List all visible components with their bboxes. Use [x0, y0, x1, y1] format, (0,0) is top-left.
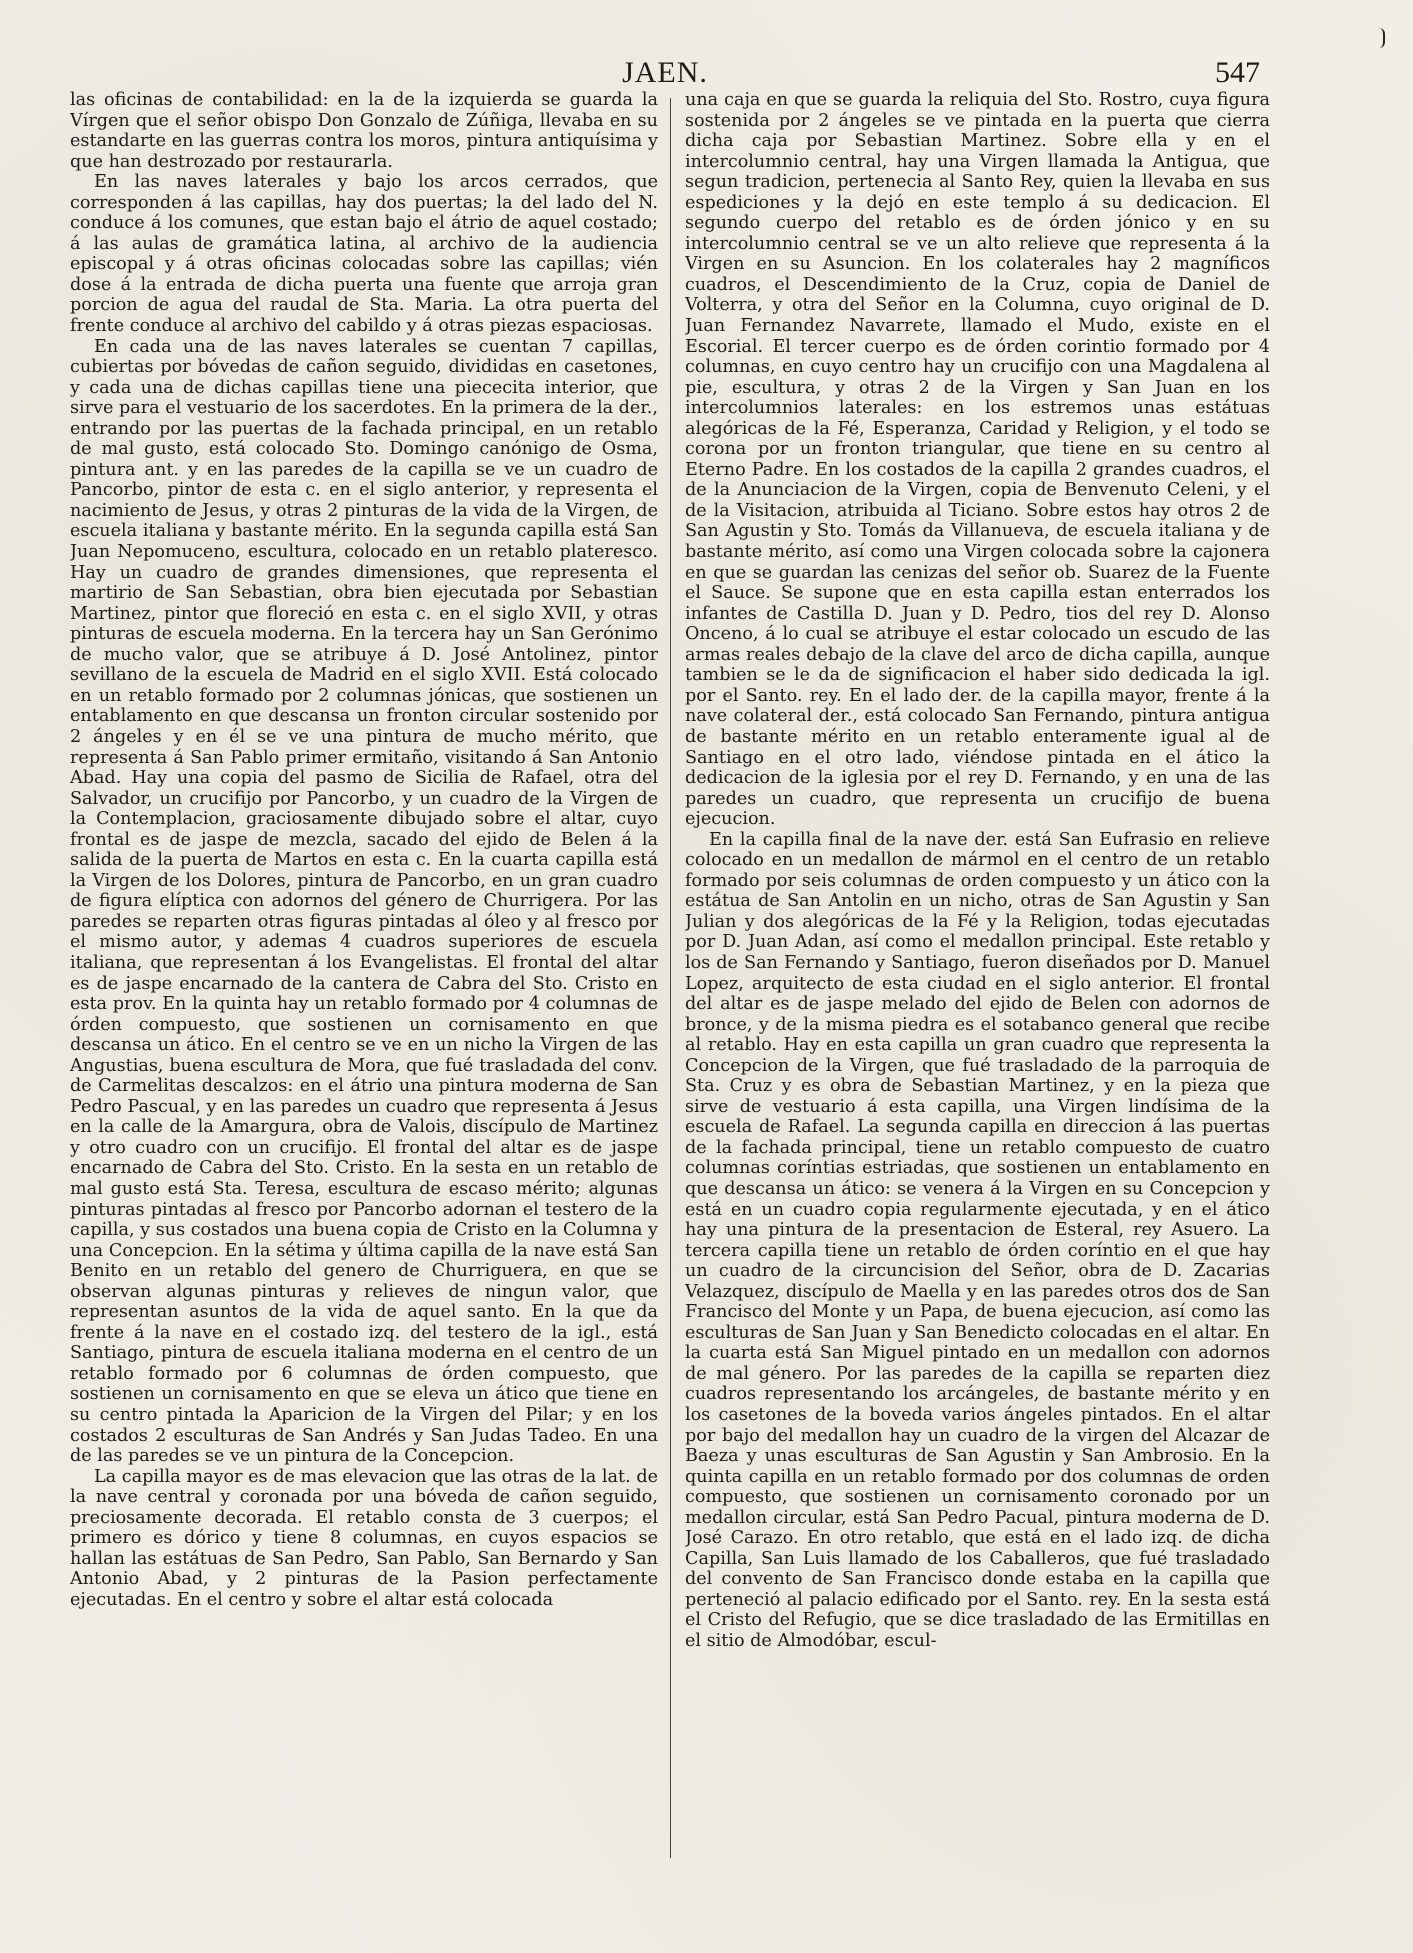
- right-paragraph-1: una caja en que se guarda la reliquia del Sto. Rostro, cuya figura sostenida por 2 ángeles se ve pintada en la puerta que cierra dicha caja por Sebastian Martinez. Sobre ella y en el intercolumnio central, hay una Virgen llamada la Antigua, que segun tradicion, pertenecia al Santo Rey, quien la llevaba en sus espediciones y la dejó en este templo á su dedicacion. El segundo cuerpo del retablo es de órden jónico y en su intercolumnio central se ve un alto relieve que representa á la Virgen en su Asuncion. En los colaterales hay 2 magníficos cuadros, el Descendimiento de la Cruz, copia de Daniel de Volterra, y otra del Señor en la Columna, cuyo original de D. Juan Fernandez Navarrete, llamado el Mudo, existe en el Escorial. El tercer cuerpo es de órden corintio formado por 4 columnas, en cuyo centro hay un crucifijo con una Magdalena al pie, escultura, y otras 2 de la Virgen y San Juan en los intercolumnios laterales: en los estremos unas estátuas alegóricas de la Fé, Esperanza, Caridad y Religion, y el todo se corona por un fronton triangular, que tiene en su centro al Eterno Padre. En los costados de la capilla 2 grandes cuadros, el de la Anunciacion de la Virgen, copia de Benvenuto Celeni, y el de la Visitacion, atribuida al Ticiano. Sobre estos hay otros 2 de San Agustin y Sto. Tomás da Villanueva, de escuela italiana y de bastante mérito, así como una Virgen colocada sobre la cajonera en que se guardan las cenizas del señor ob. Suarez de la Fuente el Sauce. Se supone que en esta capilla estan enterrados los infantes de Castilla D. Juan y D. Pedro, tios del rey D. Alonso Onceno, á lo cual se atribuye el estar colocado un escudo de las armas reales debajo de la clave del arco de dicha capilla, aunque tambien se le da de significacion el haber sido dedicada la igl. por el Santo. rey. En el lado der. de la capilla mayor, frente á la nave colateral der., está colocado San Fernando, pintura antigua de bastante mérito en un retablo enteramente igual al de Santiago en el otro lado, viéndose pintada en el ático la dedicacion de la iglesia por el rey D. Fernando, y en una de las paredes un cuadro, que representa un crucifijo de buena ejecucion.: [685, 90, 1270, 830]
- left-paragraph-3: En cada una de las naves laterales se cuentan 7 capillas, cubiertas por bóvedas de cañon seguido, divididas en casetones, y cada una de dichas capillas tiene una piececita interior, que sirve para el vestuario de los sacerdotes. En la primera de la der., entrando por las puertas de la fachada principal, en un retablo de mal gusto, está colocado Sto. Domingo canónigo de Osma, pintura ant. y en las paredes de la capilla se ve un cuadro de Pancorbo, pintor de esta c. en el siglo anterior, y representa el nacimiento de Jesus, y otras 2 pinturas de la vida de la Virgen, de escuela italiana y bastante mérito. En la segunda capilla está San Juan Nepomuceno, escultura, colocado en un retablo plateresco. Hay un cuadro de grandes dimensiones, que representa el martirio de San Sebastian, obra bien ejecutada por Sebastian Martinez, pintor que floreció en esta c. en el siglo XVII, y otras pinturas de escuela moderna. En la tercera hay un San Gerónimo de mucho valor, que se atribuye á D. José Antolinez, pintor sevillano de la escuela de Madrid en el siglo XVII. Está colocado en un retablo formado por 2 columnas jónicas, que sostienen un entablamento en que descansa un fronton circular sostenido por 2 ángeles y en él se ve una pintura de mucho mérito, que representa á San Pablo primer ermitaño, visitando á San Antonio Abad. Hay una copia del pasmo de Sicilia de Rafael, otra del Salvador, un crucifijo por Pancorbo, y un cuadro de la Virgen de la Contemplacion, graciosamente dibujado sobre el altar, cuyo frontal es de jaspe de mezcla, sacado del ejido de Belen á la salida de la puerta de Martos en esta c. En la cuarta capilla está la Virgen de los Dolores, pintura de Pancorbo, en un gran cuadro de figura elíptica con adornos del género de Churrigera. Por las paredes se reparten otras figuras pintadas al óleo y al fresco por el mismo autor, y ademas 4 cuadros superiores de escuela italiana, que representan á los Evangelistas. El frontal del altar es de jaspe encarnado de la cantera de Cabra del Sto. Cristo en esta prov. En la quinta hay un retablo formado por 4 columnas de órden compuesto, que sostienen un cornisamento en que descansa un ático. En el centro se ve en un nicho la Virgen de las Angustias, buena escultura de Mora, que fué trasladada del conv. de Carmelitas descalzos: en el átrio una pintura moderna de San Pedro Pascual, y en las paredes un cuadro que representa á Jesus en la calle de la Amargura, obra de Valois, discípulo de Martinez y otro cuadro con un crucifijo. El frontal del altar es de jaspe encarnado de Cabra del Sto. Cristo. En la sesta en un retablo de mal gusto está Sta. Teresa, escultura de escaso mérito; algunas pinturas pintadas al fresco por Pancorbo adornan el testero de la capilla, y sus costados una buena copia de Cristo en la Columna y una Concepcion. En la sétima y última capilla de la nave está San Benito en un retablo del genero de Churriguera, en que se observan algunas pinturas y relieves de ningun valor, que representan asuntos de la vida de aquel santo. En la que da frente á la nave en el costado izq. del testero de la igl., está Santiago, pintura de escuela italiana moderna en el centro de un retablo formado por 6 columnas de órden compuesto, que sostienen un cornisamento en que se eleva un ático que tiene en su centro pintada la Aparicion de la Virgen del Pilar; y en los costados 2 esculturas de San Andrés y San Judas Tadeo. En una de las paredes se ve un pintura de la Concepcion.: [70, 336, 658, 1467]
- left-paragraph-4: La capilla mayor es de mas elevacion que las otras de la lat. de la nave central y coronada por una bóveda de cañon seguido, preciosamente decorada. El retablo consta de 3 cuerpos; el primero es dórico y tiene 8 columnas, en cuyos espacios se hallan las estátuas de San Pedro, San Pablo, San Bernardo y San Antonio Abad, y 2 pinturas de la Pasion perfectamente ejecutadas. En el centro y sobre el altar está colocada: [70, 1466, 658, 1610]
- left-column: [70, 90, 658, 1865]
- running-head-title: JAEN.: [622, 56, 708, 89]
- column-divider: [670, 98, 671, 1858]
- left-paragraph-2: En las naves laterales y bajo los arcos cerrados, que corresponden á las capillas, hay dos puertas; la del lado del N. conduce á los comunes, que estan bajo el átrio de aquel costado; á las aulas de gramática latina, al archivo de la audiencia episcopal y á otras oficinas colocadas sobre las capillas; vién dose á la entrada de dicha puerta una fuente que arroja gran porcion de agua del raudal de Sta. Maria. La otra puerta del frente conduce al archivo del cabildo y á otras piezas espaciosas.: [70, 172, 658, 337]
- page-number: 547: [1215, 56, 1260, 89]
- left-paragraph-1: las oficinas de contabilidad: en la de la izquierda se guarda la Vírgen que el señor obispo Don Gonzalo de Zúñiga, llevaba en su estandarte en las guerras contra los moros, pintura antiquísima y que han destrozado por restaurarla.: [70, 90, 658, 172]
- right-column: [685, 90, 1270, 1865]
- page-edge-mark: [1379, 28, 1385, 48]
- right-paragraph-2: En la capilla final de la nave der. está San Eufrasio en relieve colocado en un medallon de mármol en el centro de un retablo formado por seis columnas de orden compuesto y un ático con la estátua de San Antolin en un nicho, otras de San Agustin y San Julian y dos alegóricas de la Fé y la Religion, todas ejecutadas por D. Juan Adan, así como el medallon principal. Este retablo y los de San Fernando y Santiago, fueron diseñados por D. Manuel Lopez, arquitecto de esta ciudad en el siglo anterior. El frontal del altar es de jaspe melado del ejido de Belen con adornos de bronce, y de la misma piedra es el sotabanco general que recibe al retablo. Hay en esta capilla un gran cuadro que representa la Concepcion de la Virgen, que fué trasladado de la parroquia de Sta. Cruz y es obra de Sebastian Martinez, y en la pieza que sirve de vestuario á esta capilla, una Virgen lindísima de la escuela de Rafael. La segunda capilla en direccion á las puertas de la fachada principal, tiene un retablo compuesto de cuatro columnas coríntias estriadas, que sostienen un entablamento en que descansa un ático: se venera á la Virgen en su Concepcion y está en un cuadro copia regularmente ejecutada, y en el ático hay una pintura de la presentacion de Esteral, rey Asuero. La tercera capilla tiene un retablo de órden coríntio en el que hay un cuadro de la circuncision del Señor, obra de D. Zacarias Velazquez, discípulo de Maella y en las paredes otros dos de San Francisco del Monte y un Papa, de buena ejecucion, así como las esculturas de San Juan y San Benedicto colocadas en el altar. En la cuarta está San Miguel pintado en un medallon con adornos de mal género. Por las paredes de la capilla se reparten diez cuadros representando los arcángeles, de bastante mérito y en los casetones de la boveda varios ángeles pintados. En el altar por bajo del medallon hay un cuadro de la virgen del Alcazar de Baeza y unas esculturas de San Agustin y San Ambrosio. En la quinta capilla en un retablo formado por dos columnas de orden compuesto, que sostienen un cornisamento coronado por un medallon circular, está San Pedro Pacual, pintura moderna de D. José Carazo. En otro retablo, que está en el lado izq. de dicha Capilla, San Luis llamado de los Caballeros, que fué trasladado del convento de San Francisco donde estaba en la capilla que perteneció al palacio edificado por el Santo. rey. En la sesta está el Cristo del Refugio, que se dice trasladado de las Ermitillas en el sitio de Almodóbar, escul-: [685, 829, 1270, 1652]
